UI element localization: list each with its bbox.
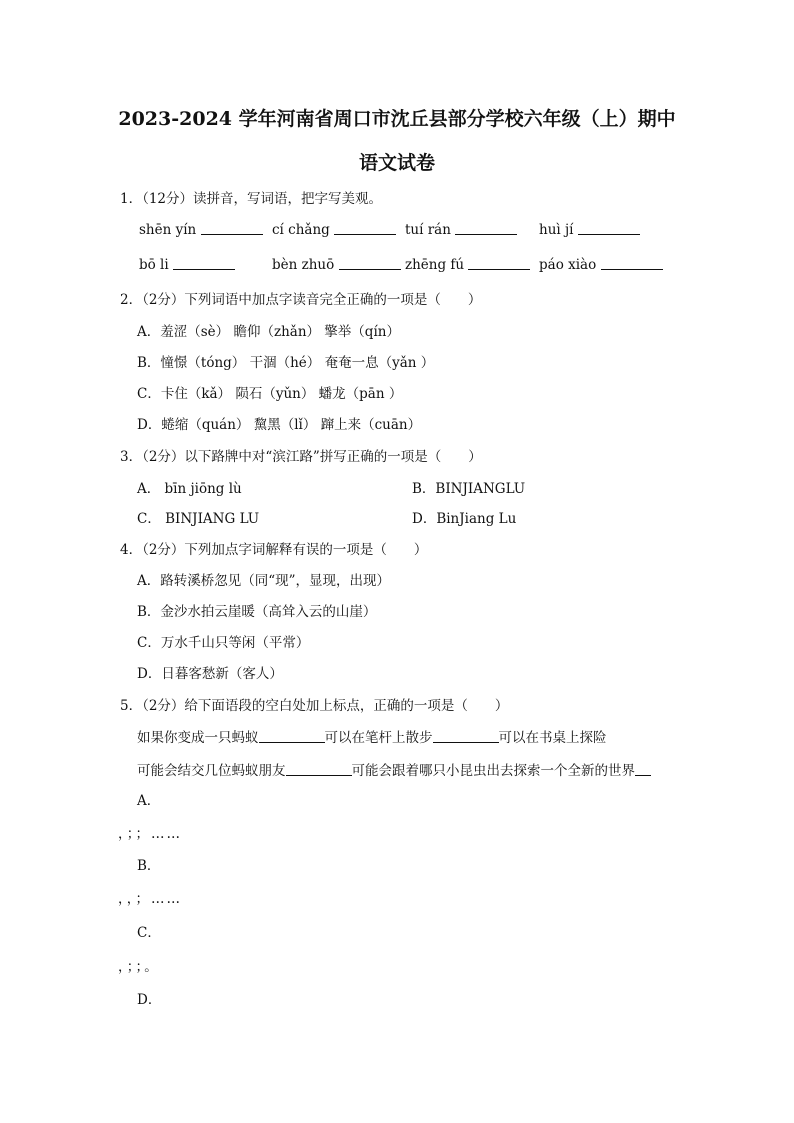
q1-pinyin-item xyxy=(272,256,401,273)
q4-stem: 4．（2分）下列加点字词解释有误的一项是（ ） xyxy=(120,542,428,558)
exam-title-line-1: 2023-2024 学年河南省周口市沈丘县部分学校六年级（上）期中 xyxy=(118,108,676,130)
q5-option-a-label[interactable]: A． xyxy=(137,793,161,809)
q4-option-b[interactable]: B．金沙水拍云崖暖（高耸入云的山崖） xyxy=(137,604,377,620)
pinyin-text: bèn zhuō xyxy=(272,257,335,273)
pinyin-text: bō li xyxy=(139,257,169,273)
q1-pinyin-item xyxy=(405,221,517,238)
q5-passage-line-2 xyxy=(137,759,651,779)
q3-option-b[interactable]: B．BINJIANGLU xyxy=(412,481,526,497)
q3-option-d[interactable]: D．BinJiang Lu xyxy=(412,511,517,527)
pinyin-text: zhēng fú xyxy=(405,257,465,273)
q1-pinyin-item xyxy=(539,256,663,273)
answer-blank[interactable] xyxy=(201,221,263,235)
answer-blank[interactable] xyxy=(601,256,663,270)
passage-text: 可能会跟着哪只小昆虫出去探索一个全新的世界 xyxy=(351,763,635,779)
passage-text: 可以在书桌上探险 xyxy=(498,730,607,746)
q3-option-a[interactable]: A． bīn jiōng lù xyxy=(137,481,242,497)
passage-text: 可能会结交几位蚂蚁朋友 xyxy=(137,763,286,779)
q5-passage-line-1 xyxy=(137,726,607,746)
pinyin-text: tuí rán xyxy=(405,222,451,238)
answer-blank[interactable] xyxy=(455,221,517,235)
q1-pinyin-item xyxy=(539,221,640,238)
q5-option-b-marks: ，，；…… xyxy=(118,891,182,907)
q3-stem: 3．（2分）以下路牌中对“滨江路”拼写正确的一项是（ ） xyxy=(120,449,482,465)
passage-text: 可以在笔杆上散步 xyxy=(324,730,433,746)
q5-stem: 5．（2分）给下面语段的空白处加上标点，正确的一项是（ ） xyxy=(120,698,509,714)
answer-blank[interactable] xyxy=(578,221,640,235)
pinyin-text: cí chǎng xyxy=(272,222,330,238)
answer-blank[interactable] xyxy=(468,256,530,270)
q2-option-b[interactable]: B．憧憬（tóng） 干涸（hé） 奄奄一息（yǎn ） xyxy=(137,355,435,371)
q5-option-b-label[interactable]: B． xyxy=(137,858,161,874)
answer-blank[interactable] xyxy=(334,221,396,235)
q2-stem: 2．（2分）下列词语中加点字读音完全正确的一项是（ ） xyxy=(120,292,482,308)
punctuation-blank[interactable] xyxy=(433,729,499,743)
q1-pinyin-item xyxy=(272,221,396,238)
pinyin-text: shēn yín xyxy=(139,222,197,238)
punctuation-blank[interactable] xyxy=(259,729,325,743)
q5-option-a-marks: ，；；…… xyxy=(118,826,182,842)
q1-pinyin-item xyxy=(405,256,530,273)
answer-blank[interactable] xyxy=(173,256,235,270)
q4-option-a[interactable]: A．路转溪桥忽见（同“现”，显现，出现） xyxy=(137,573,391,589)
q1-stem: 1．（12分）读拼音，写词语，把字写美观。 xyxy=(120,191,383,207)
answer-blank[interactable] xyxy=(339,256,401,270)
exam-title-line-2: 语文试卷 xyxy=(358,152,435,174)
punctuation-blank[interactable] xyxy=(635,762,651,776)
pinyin-text: páo xiào xyxy=(539,257,597,273)
q2-option-c[interactable]: C．卡住（kǎ） 陨石（yǔn） 蟠龙（pān ） xyxy=(137,386,403,402)
q2-option-a[interactable]: A．羞涩（sè） 瞻仰（zhǎn） 擎举（qín） xyxy=(137,324,400,340)
q2-option-d[interactable]: D．蜷缩（quán） 黧黑（lǐ） 蹿上来（cuān） xyxy=(137,417,422,433)
q3-option-c[interactable]: C． BINJIANG LU xyxy=(137,511,260,527)
q4-option-c[interactable]: C．万水千山只等闲（平常） xyxy=(137,635,310,651)
q5-option-c-label[interactable]: C． xyxy=(137,925,161,941)
q1-pinyin-item xyxy=(139,256,235,273)
q4-option-d[interactable]: D．日暮客愁新（客人） xyxy=(137,666,283,682)
pinyin-text: huì jí xyxy=(539,222,574,238)
punctuation-blank[interactable] xyxy=(286,762,352,776)
q1-pinyin-item xyxy=(139,221,263,238)
passage-text: 如果你变成一只蚂蚁 xyxy=(137,730,259,746)
q5-option-c-marks: ，；；。 xyxy=(118,959,160,975)
q5-option-d-label[interactable]: D． xyxy=(137,992,162,1008)
